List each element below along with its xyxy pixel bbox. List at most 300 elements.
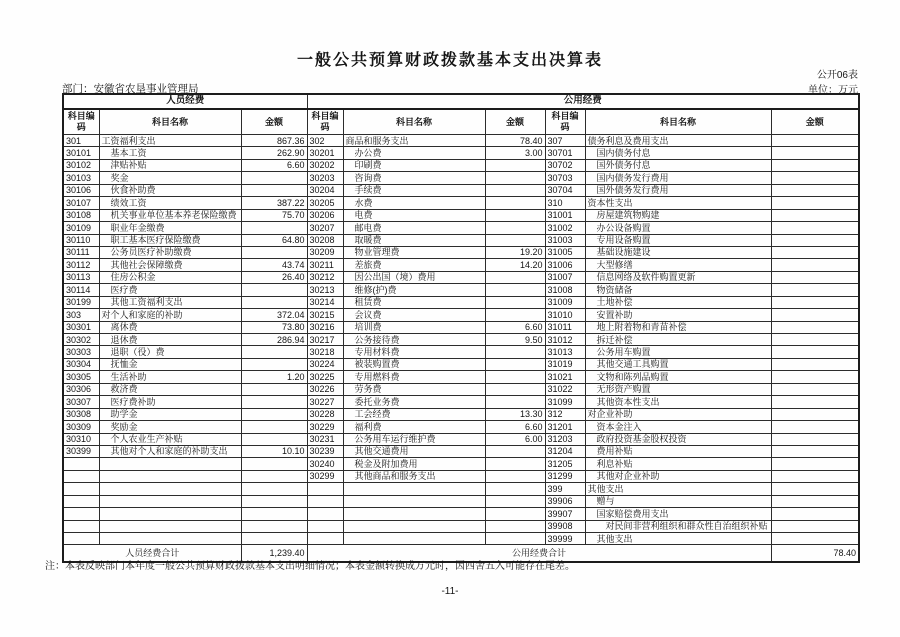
amount-cell	[485, 533, 545, 545]
name-cell: 助学金	[99, 408, 241, 420]
amount-cell	[485, 396, 545, 408]
amount-cell: 43.74	[241, 259, 307, 271]
code-cell: 31021	[545, 371, 585, 383]
name-cell: 手续费	[343, 184, 485, 196]
code-cell: 39907	[545, 508, 585, 520]
code-cell: 31201	[545, 421, 585, 433]
name-cell	[343, 520, 485, 532]
amount-cell	[241, 346, 307, 358]
amount-cell	[485, 346, 545, 358]
code-cell: 30206	[307, 209, 343, 221]
col-header-name: 科目名称	[343, 109, 485, 135]
name-cell: 国外债务付息	[585, 159, 771, 171]
code-cell: 31003	[545, 234, 585, 246]
name-cell	[343, 495, 485, 507]
code-cell: 31205	[545, 458, 585, 470]
name-cell: 专用材料费	[343, 346, 485, 358]
name-cell: 利息补贴	[585, 458, 771, 470]
name-cell: 专用燃料费	[343, 371, 485, 383]
code-cell: 31002	[545, 222, 585, 234]
amount-cell	[241, 495, 307, 507]
amount-cell: 286.94	[241, 334, 307, 346]
amount-cell	[771, 396, 859, 408]
code-cell: 30103	[63, 172, 99, 184]
amount-cell	[241, 184, 307, 196]
name-cell	[99, 495, 241, 507]
code-cell	[63, 483, 99, 495]
code-cell: 31011	[545, 321, 585, 333]
amount-cell	[485, 284, 545, 296]
amount-cell	[771, 135, 859, 147]
code-cell: 31013	[545, 346, 585, 358]
name-cell: 咨询费	[343, 172, 485, 184]
table-row	[63, 483, 859, 495]
amount-cell: 10.10	[241, 445, 307, 457]
code-cell: 30111	[63, 246, 99, 258]
name-cell: 工资福利支出	[99, 135, 241, 147]
code-cell: 30703	[545, 172, 585, 184]
name-cell: 物资储备	[585, 284, 771, 296]
name-cell: 抚恤金	[99, 358, 241, 370]
code-cell: 31204	[545, 445, 585, 457]
name-cell: 房屋建筑物购建	[585, 209, 771, 221]
amount-cell: 9.50	[485, 334, 545, 346]
table-row	[63, 159, 859, 171]
amount-cell	[485, 271, 545, 283]
name-cell: 救济费	[99, 383, 241, 395]
name-cell: 职工基本医疗保险缴费	[99, 234, 241, 246]
name-cell: 赠与	[585, 495, 771, 507]
amount-cell: 6.60	[485, 321, 545, 333]
code-cell	[307, 520, 343, 532]
code-cell: 301	[63, 135, 99, 147]
name-cell: 其他工资福利支出	[99, 296, 241, 308]
code-cell	[63, 533, 99, 545]
amount-cell: 26.40	[241, 271, 307, 283]
code-cell: 30305	[63, 371, 99, 383]
table-row	[63, 421, 859, 433]
code-cell: 31203	[545, 433, 585, 445]
amount-cell	[241, 458, 307, 470]
code-cell	[63, 508, 99, 520]
name-cell: 对个人和家庭的补助	[99, 309, 241, 321]
name-cell: 福利费	[343, 421, 485, 433]
code-cell: 30302	[63, 334, 99, 346]
amount-cell	[241, 433, 307, 445]
code-cell	[307, 483, 343, 495]
code-cell	[307, 495, 343, 507]
table-row	[63, 508, 859, 520]
code-cell: 31022	[545, 383, 585, 395]
table-row	[63, 296, 859, 308]
code-cell: 31010	[545, 309, 585, 321]
code-cell	[307, 508, 343, 520]
name-cell: 专用设备购置	[585, 234, 771, 246]
code-cell: 30109	[63, 222, 99, 234]
amount-cell	[485, 508, 545, 520]
amount-cell	[485, 184, 545, 196]
col-header-code: 科目编码	[545, 109, 585, 135]
personnel-total-amount: 1,239.40	[241, 545, 307, 563]
code-cell: 30208	[307, 234, 343, 246]
amount-cell	[485, 209, 545, 221]
table-row	[63, 271, 859, 283]
table-row	[63, 197, 859, 209]
code-cell: 310	[545, 197, 585, 209]
name-cell: 公务接待费	[343, 334, 485, 346]
name-cell: 住房公积金	[99, 271, 241, 283]
amount-cell: 387.22	[241, 197, 307, 209]
code-cell: 30110	[63, 234, 99, 246]
code-cell	[63, 458, 99, 470]
amount-cell	[241, 246, 307, 258]
amount-cell	[485, 458, 545, 470]
page-title: 一般公共预算财政拨款基本支出决算表	[296, 52, 603, 69]
amount-cell: 867.36	[241, 135, 307, 147]
name-cell: 医疗费补助	[99, 396, 241, 408]
amount-cell	[485, 159, 545, 171]
name-cell	[99, 458, 241, 470]
name-cell: 无形资产购置	[585, 383, 771, 395]
code-cell: 30207	[307, 222, 343, 234]
name-cell: 水费	[343, 197, 485, 209]
table-row	[63, 209, 859, 221]
code-cell: 31001	[545, 209, 585, 221]
amount-cell	[771, 408, 859, 420]
amount-cell	[771, 147, 859, 159]
code-cell: 30227	[307, 396, 343, 408]
name-cell: 其他交通费用	[343, 445, 485, 457]
code-cell: 30309	[63, 421, 99, 433]
amount-cell	[771, 334, 859, 346]
amount-cell	[485, 371, 545, 383]
name-cell: 资本金注入	[585, 421, 771, 433]
name-cell: 公务用车运行维护费	[343, 433, 485, 445]
amount-cell	[771, 246, 859, 258]
page-number: -11-	[441, 586, 459, 597]
code-cell: 31012	[545, 334, 585, 346]
code-cell: 30211	[307, 259, 343, 271]
unit-label: 单位：万元	[808, 85, 858, 96]
budget-table	[62, 93, 860, 563]
amount-cell: 78.40	[485, 135, 545, 147]
amount-cell	[771, 309, 859, 321]
code-cell: 31299	[545, 470, 585, 482]
name-cell: 取暖费	[343, 234, 485, 246]
name-cell: 其他支出	[585, 533, 771, 545]
code-cell: 30199	[63, 296, 99, 308]
amount-cell: 372.04	[241, 309, 307, 321]
amount-cell	[485, 445, 545, 457]
name-cell: 工会经费	[343, 408, 485, 420]
amount-cell	[771, 172, 859, 184]
amount-cell	[241, 421, 307, 433]
public-total-amount: 78.40	[771, 545, 859, 563]
amount-cell	[771, 346, 859, 358]
amount-cell	[485, 296, 545, 308]
code-cell: 303	[63, 309, 99, 321]
column-header-row	[63, 109, 859, 135]
name-cell: 因公出国（境）费用	[343, 271, 485, 283]
code-cell: 30214	[307, 296, 343, 308]
name-cell: 基本工资	[99, 147, 241, 159]
amount-cell	[771, 321, 859, 333]
code-cell: 31006	[545, 259, 585, 271]
footnote: 注：本表反映部门本年度一般公共预算财政拨款基本支出明细情况；本表金额转换成万元时，因四舍五入可能存在尾差。	[45, 561, 575, 572]
table-row	[63, 321, 859, 333]
name-cell	[99, 470, 241, 482]
amount-cell: 14.20	[485, 259, 545, 271]
amount-cell	[241, 222, 307, 234]
table-row	[63, 222, 859, 234]
name-cell	[343, 483, 485, 495]
code-cell: 30213	[307, 284, 343, 296]
code-cell: 30306	[63, 383, 99, 395]
code-cell: 30701	[545, 147, 585, 159]
table-row	[63, 396, 859, 408]
code-cell: 307	[545, 135, 585, 147]
amount-cell	[241, 508, 307, 520]
name-cell: 物业管理费	[343, 246, 485, 258]
col-header-amount: 金额	[485, 109, 545, 135]
code-cell	[63, 520, 99, 532]
name-cell: 差旅费	[343, 259, 485, 271]
amount-cell	[771, 433, 859, 445]
name-cell: 安置补助	[585, 309, 771, 321]
name-cell: 费用补贴	[585, 445, 771, 457]
amount-cell	[771, 520, 859, 532]
code-cell: 30303	[63, 346, 99, 358]
amount-cell: 19.20	[485, 246, 545, 258]
personnel-total-label: 人员经费合计	[63, 545, 241, 563]
amount-cell	[771, 421, 859, 433]
name-cell: 其他对个人和家庭的补助支出	[99, 445, 241, 457]
name-cell: 津贴补贴	[99, 159, 241, 171]
amount-cell	[771, 259, 859, 271]
code-cell: 31009	[545, 296, 585, 308]
amount-cell	[771, 209, 859, 221]
amount-cell	[771, 458, 859, 470]
name-cell: 文物和陈列品购置	[585, 371, 771, 383]
name-cell: 机关事业单位基本养老保险缴费	[99, 209, 241, 221]
amount-cell	[485, 483, 545, 495]
name-cell: 印刷费	[343, 159, 485, 171]
code-cell: 30239	[307, 445, 343, 457]
table-row	[63, 383, 859, 395]
table-row	[63, 445, 859, 457]
code-cell	[63, 495, 99, 507]
code-cell: 30102	[63, 159, 99, 171]
code-cell: 30204	[307, 184, 343, 196]
code-cell: 31005	[545, 246, 585, 258]
code-cell: 30299	[307, 470, 343, 482]
code-cell: 399	[545, 483, 585, 495]
code-cell: 39908	[545, 520, 585, 532]
name-cell: 国内债务付息	[585, 147, 771, 159]
name-cell: 劳务费	[343, 383, 485, 395]
col-header-amount: 金额	[771, 109, 859, 135]
code-cell: 31007	[545, 271, 585, 283]
code-cell: 30212	[307, 271, 343, 283]
name-cell: 税金及附加费用	[343, 458, 485, 470]
amount-cell	[771, 284, 859, 296]
amount-cell	[771, 184, 859, 196]
col-header-code: 科目编码	[307, 109, 343, 135]
amount-cell: 262.90	[241, 147, 307, 159]
table-row	[63, 234, 859, 246]
amount-cell: 13.30	[485, 408, 545, 420]
code-cell: 31099	[545, 396, 585, 408]
code-cell: 31008	[545, 284, 585, 296]
code-cell	[63, 470, 99, 482]
amount-cell	[241, 396, 307, 408]
name-cell: 公务员医疗补助缴费	[99, 246, 241, 258]
name-cell: 邮电费	[343, 222, 485, 234]
code-cell: 30301	[63, 321, 99, 333]
name-cell: 维修(护)费	[343, 284, 485, 296]
code-cell: 30702	[545, 159, 585, 171]
name-cell: 信息网络及软件购置更新	[585, 271, 771, 283]
code-cell: 30108	[63, 209, 99, 221]
name-cell: 委托业务费	[343, 396, 485, 408]
code-cell: 30107	[63, 197, 99, 209]
name-cell: 国内债务发行费用	[585, 172, 771, 184]
code-cell: 30225	[307, 371, 343, 383]
name-cell: 租赁费	[343, 296, 485, 308]
name-cell: 债务利息及费用支出	[585, 135, 771, 147]
amount-cell	[771, 533, 859, 545]
amount-cell: 6.60	[241, 159, 307, 171]
table-row	[63, 433, 859, 445]
group-header-row	[63, 94, 859, 109]
amount-cell	[485, 172, 545, 184]
table-row	[63, 334, 859, 346]
table-row	[63, 408, 859, 420]
amount-cell	[771, 495, 859, 507]
amount-cell	[771, 197, 859, 209]
amount-cell	[241, 533, 307, 545]
code-cell: 30304	[63, 358, 99, 370]
amount-cell	[241, 284, 307, 296]
code-cell: 39906	[545, 495, 585, 507]
table-row	[63, 520, 859, 532]
amount-cell: 64.80	[241, 234, 307, 246]
code-cell: 30215	[307, 309, 343, 321]
code-cell: 30209	[307, 246, 343, 258]
table-row	[63, 371, 859, 383]
table-row	[63, 284, 859, 296]
table-row	[63, 309, 859, 321]
name-cell: 办公费	[343, 147, 485, 159]
code-cell: 30308	[63, 408, 99, 420]
name-cell: 国外债务发行费用	[585, 184, 771, 196]
amount-cell: 1.20	[241, 371, 307, 383]
code-cell: 30112	[63, 259, 99, 271]
code-cell: 30228	[307, 408, 343, 420]
amount-cell	[771, 222, 859, 234]
code-cell: 30217	[307, 334, 343, 346]
amount-cell	[771, 159, 859, 171]
amount-cell	[485, 197, 545, 209]
code-cell: 30201	[307, 147, 343, 159]
amount-cell	[485, 383, 545, 395]
code-cell: 30216	[307, 321, 343, 333]
amount-cell: 6.00	[485, 433, 545, 445]
name-cell: 培训费	[343, 321, 485, 333]
amount-cell	[771, 271, 859, 283]
code-cell: 30114	[63, 284, 99, 296]
code-cell: 30704	[545, 184, 585, 196]
name-cell: 其他对企业补助	[585, 470, 771, 482]
table-row	[63, 470, 859, 482]
name-cell: 商品和服务支出	[343, 135, 485, 147]
code-cell: 30205	[307, 197, 343, 209]
code-cell: 30106	[63, 184, 99, 196]
amount-cell	[771, 358, 859, 370]
name-cell: 其他交通工具购置	[585, 358, 771, 370]
col-header-code: 科目编码	[63, 109, 99, 135]
name-cell: 职业年金缴费	[99, 222, 241, 234]
code-cell: 30113	[63, 271, 99, 283]
amount-cell	[771, 296, 859, 308]
form-number: 公开06表	[816, 70, 858, 81]
table-row	[63, 259, 859, 271]
name-cell: 其他社会保障缴费	[99, 259, 241, 271]
name-cell: 被装购置费	[343, 358, 485, 370]
name-cell: 退休费	[99, 334, 241, 346]
name-cell: 大型修缮	[585, 259, 771, 271]
name-cell	[99, 520, 241, 532]
amount-cell: 3.00	[485, 147, 545, 159]
name-cell: 拆迁补偿	[585, 334, 771, 346]
table-row	[63, 135, 859, 147]
name-cell: 奖金	[99, 172, 241, 184]
amount-cell	[485, 309, 545, 321]
col-header-amount: 金额	[241, 109, 307, 135]
code-cell: 30203	[307, 172, 343, 184]
name-cell: 地上附着物和青苗补偿	[585, 321, 771, 333]
amount-cell	[241, 383, 307, 395]
amount-cell	[241, 358, 307, 370]
name-cell: 退职（役）费	[99, 346, 241, 358]
table-body	[63, 135, 859, 545]
code-cell: 30226	[307, 383, 343, 395]
department-label: 部门：安徽省农垦事业管理局	[62, 83, 199, 95]
name-cell	[343, 533, 485, 545]
code-cell: 312	[545, 408, 585, 420]
code-cell: 30224	[307, 358, 343, 370]
name-cell: 会议费	[343, 309, 485, 321]
table-row	[63, 346, 859, 358]
name-cell: 电费	[343, 209, 485, 221]
amount-cell	[771, 234, 859, 246]
amount-cell	[485, 470, 545, 482]
amount-cell: 6.60	[485, 421, 545, 433]
name-cell: 生活补助	[99, 371, 241, 383]
amount-cell	[241, 483, 307, 495]
name-cell: 政府投资基金股权投资	[585, 433, 771, 445]
amount-cell	[771, 383, 859, 395]
name-cell: 办公设备购置	[585, 222, 771, 234]
col-header-name: 科目名称	[585, 109, 771, 135]
code-cell: 30231	[307, 433, 343, 445]
name-cell: 个人农业生产补贴	[99, 433, 241, 445]
name-cell: 对企业补助	[585, 408, 771, 420]
table-row	[63, 172, 859, 184]
name-cell: 土地补偿	[585, 296, 771, 308]
name-cell: 离休费	[99, 321, 241, 333]
code-cell: 30240	[307, 458, 343, 470]
